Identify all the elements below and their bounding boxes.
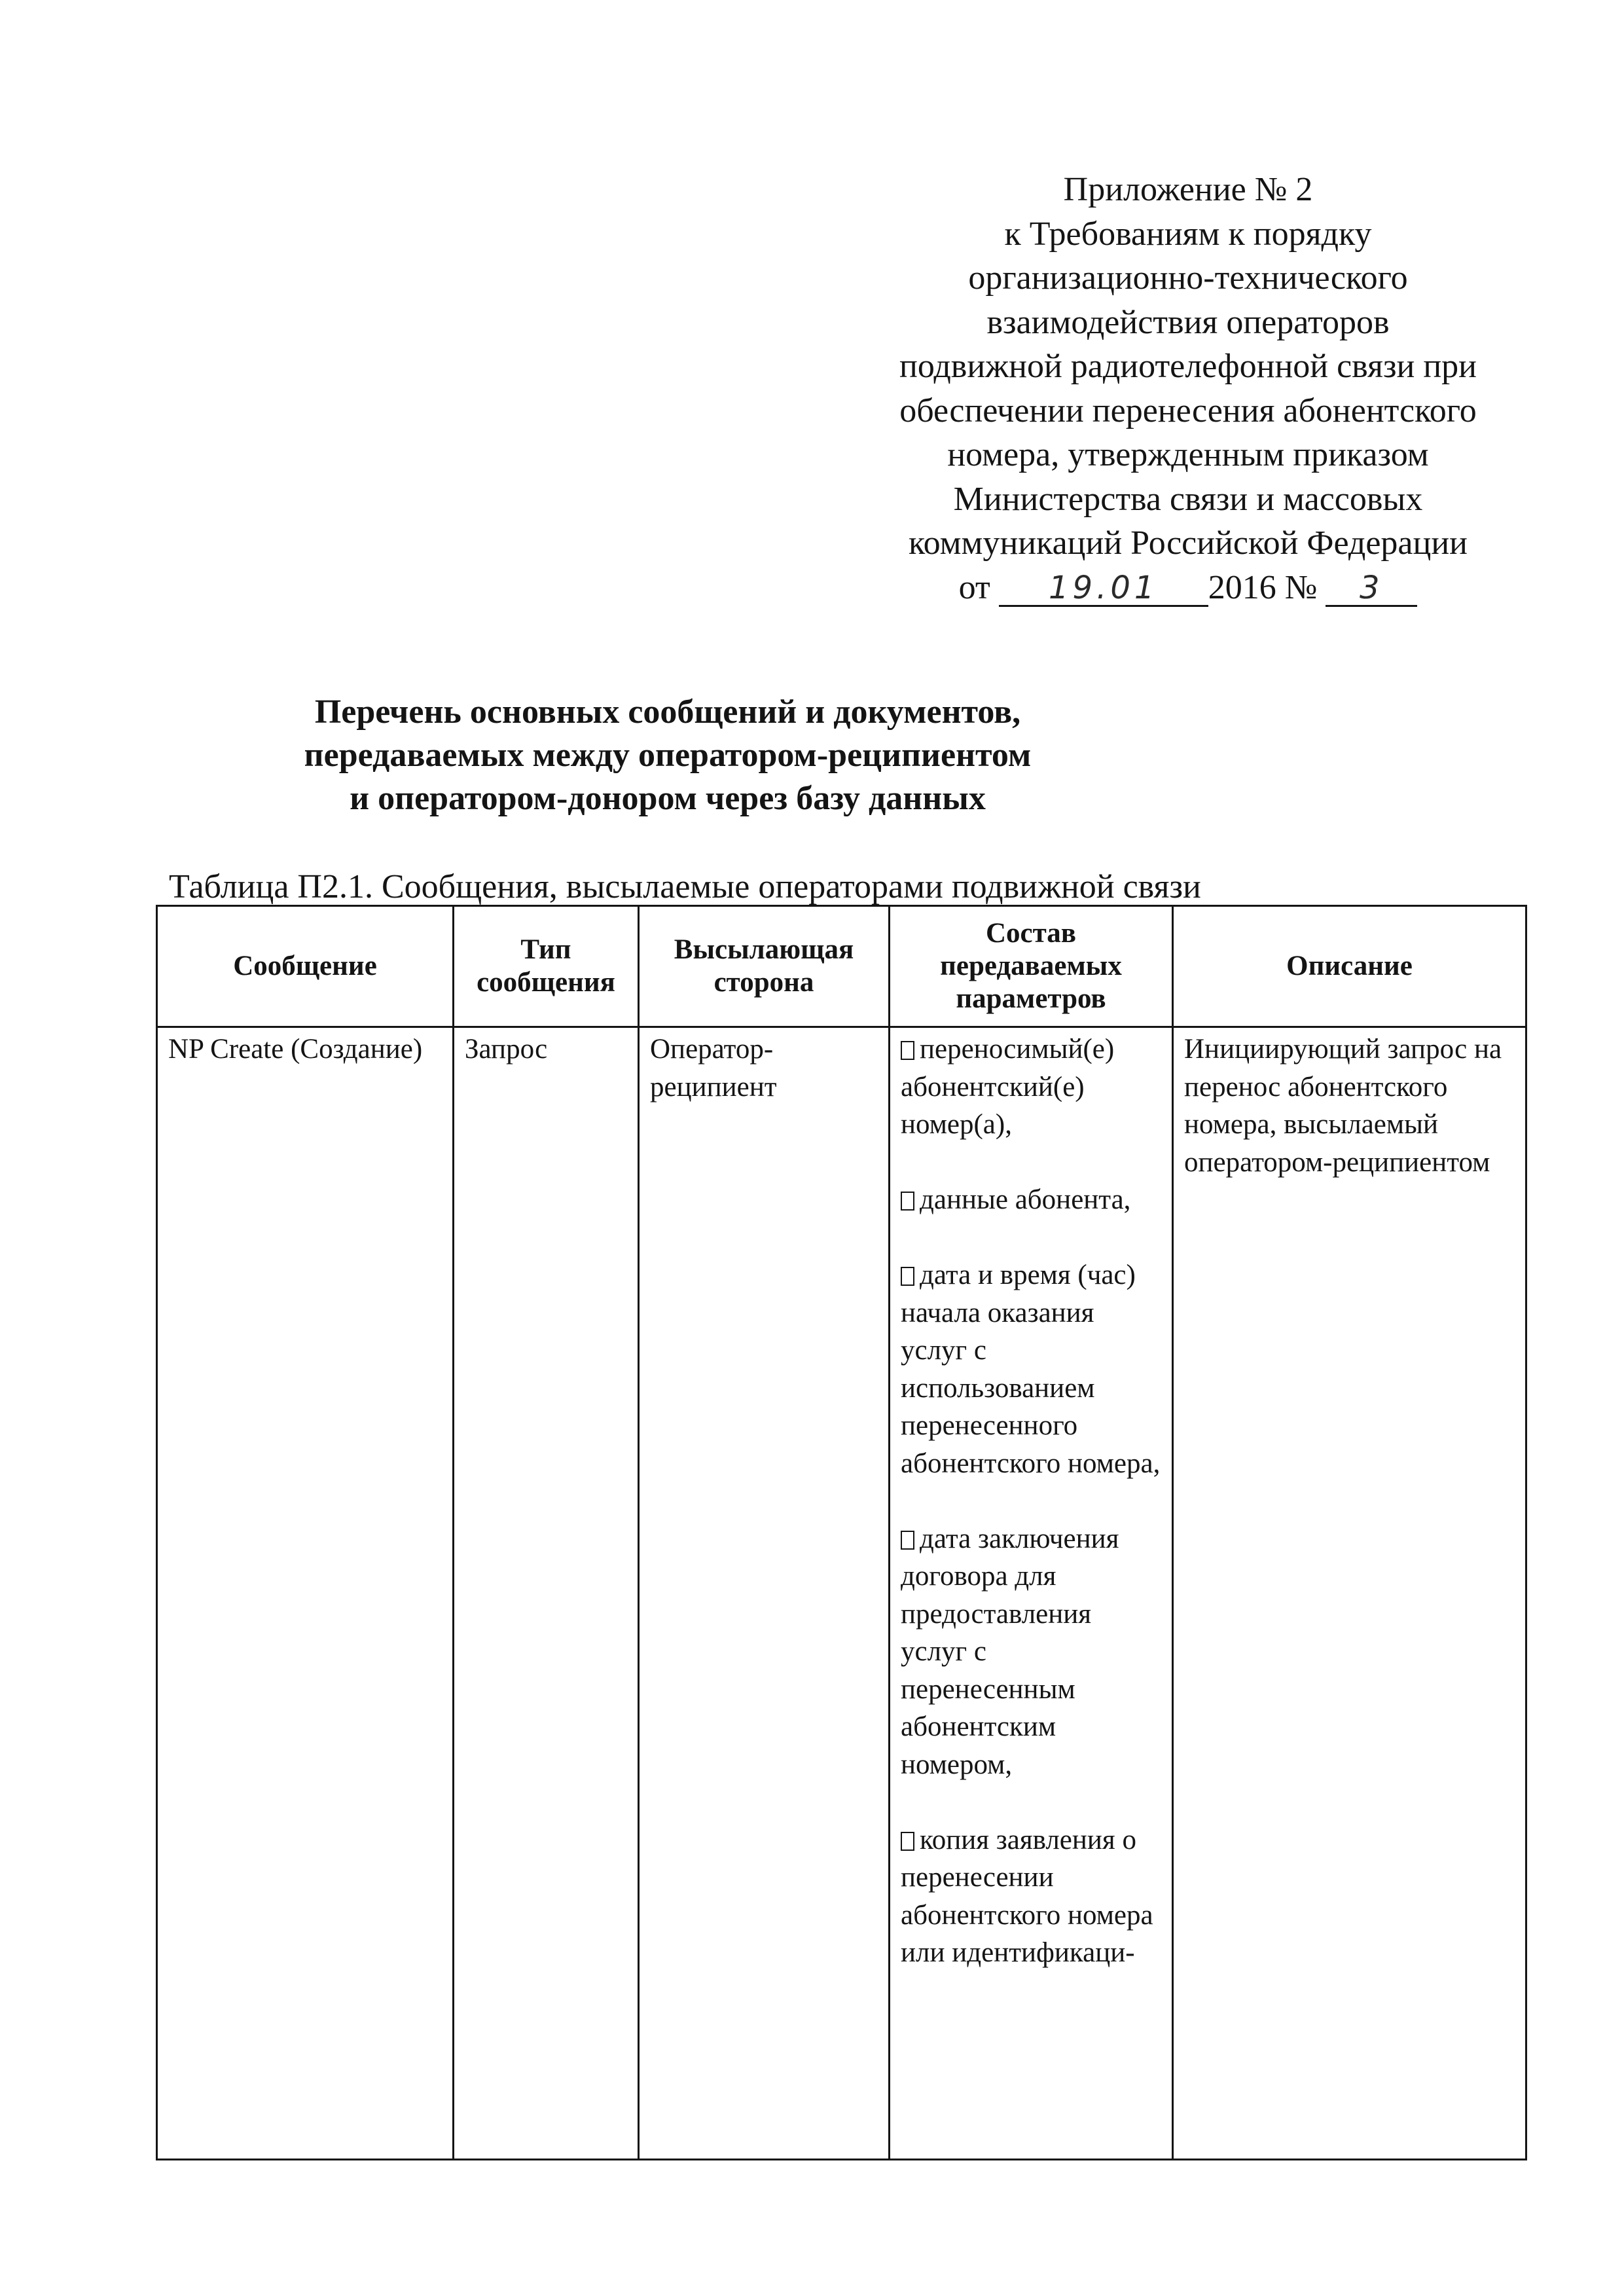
message-name: NP Create (Создание) xyxy=(168,1034,423,1065)
title-line: и оператором-донором через базу данных xyxy=(350,780,986,817)
column-header-message: Сообщение xyxy=(157,906,454,1027)
cell-description xyxy=(1173,1027,1526,2160)
message-type: Запрос xyxy=(465,1034,548,1065)
year-and-number-label: 2016 № xyxy=(1208,568,1318,606)
cell-type xyxy=(454,1027,639,2160)
checkbox-icon xyxy=(901,1832,914,1851)
messages-table xyxy=(156,905,1527,2160)
date-prefix: от xyxy=(958,568,990,606)
header-line: организационно-технического xyxy=(968,259,1408,297)
checkbox-icon xyxy=(901,1267,914,1286)
header-line: подвижной радиотелефонной связи при xyxy=(899,348,1477,385)
cell-params xyxy=(890,1027,1173,2160)
date-fill-field xyxy=(999,571,1208,607)
param-item xyxy=(901,1256,1161,1482)
number-fill-field xyxy=(1326,571,1417,607)
checkbox-icon xyxy=(901,1041,914,1060)
cell-sender xyxy=(639,1027,890,2160)
column-header-sender: Высылающая сторона xyxy=(639,906,890,1027)
header-line: взаимодействия операторов xyxy=(986,303,1390,341)
order-date-line xyxy=(844,566,1532,610)
header-line: Министерства связи и массовых xyxy=(953,480,1423,518)
header-line: коммуникаций Российской Федерации xyxy=(909,524,1468,562)
column-header-description: Описание xyxy=(1173,906,1526,1027)
cell-message xyxy=(157,1027,454,2160)
param-item xyxy=(901,1520,1161,1784)
param-text: дата и время (час) начала оказания услуг с использованием перенесенного абонентского номера, xyxy=(901,1260,1161,1479)
header-line: обеспечении перенесения абонентского xyxy=(899,392,1477,429)
title-line: передаваемых между оператором-реципиентом xyxy=(304,737,1032,774)
param-text: копия заявления о перенесении абонентского номера или идентификаци- xyxy=(901,1824,1153,1968)
title-line: Перечень основных сообщений и документов, xyxy=(314,693,1021,731)
checkbox-icon xyxy=(901,1192,914,1211)
handwritten-number: 3 xyxy=(1360,569,1384,606)
param-item xyxy=(901,1181,1161,1219)
table-caption: Таблица П2.1. Сообщения, высылаемые операторами подвижной связи xyxy=(169,868,1201,905)
param-text: дата заключения договора для предоставления услуг с перенесенным абонентским номером, xyxy=(901,1523,1119,1780)
header-line: к Требованиям к порядку xyxy=(1004,215,1372,253)
table-header-row xyxy=(157,906,1526,1027)
message-description: Инициирующий запрос на перенос абонентского номера, высылаемый оператором-реципиентом xyxy=(1184,1034,1502,1178)
param-text: данные абонента, xyxy=(920,1184,1131,1215)
header-line: Приложение № 2 xyxy=(1063,171,1313,208)
column-header-type: Тип сообщения xyxy=(454,906,639,1027)
document-title xyxy=(275,691,1060,820)
column-header-params: Состав передаваемых параметров xyxy=(890,906,1173,1027)
param-item xyxy=(901,1821,1161,1972)
header-line: номера, утвержденным приказом xyxy=(947,436,1429,473)
handwritten-date: 19.01 xyxy=(1048,569,1159,606)
table-row xyxy=(157,1027,1526,2160)
param-item xyxy=(901,1030,1161,1144)
checkbox-icon xyxy=(901,1531,914,1550)
sending-party: Оператор-реципиент xyxy=(650,1034,777,1102)
appendix-header xyxy=(844,168,1532,610)
param-text: переносимый(е) абонентский(е) номер(а), xyxy=(901,1034,1115,1140)
